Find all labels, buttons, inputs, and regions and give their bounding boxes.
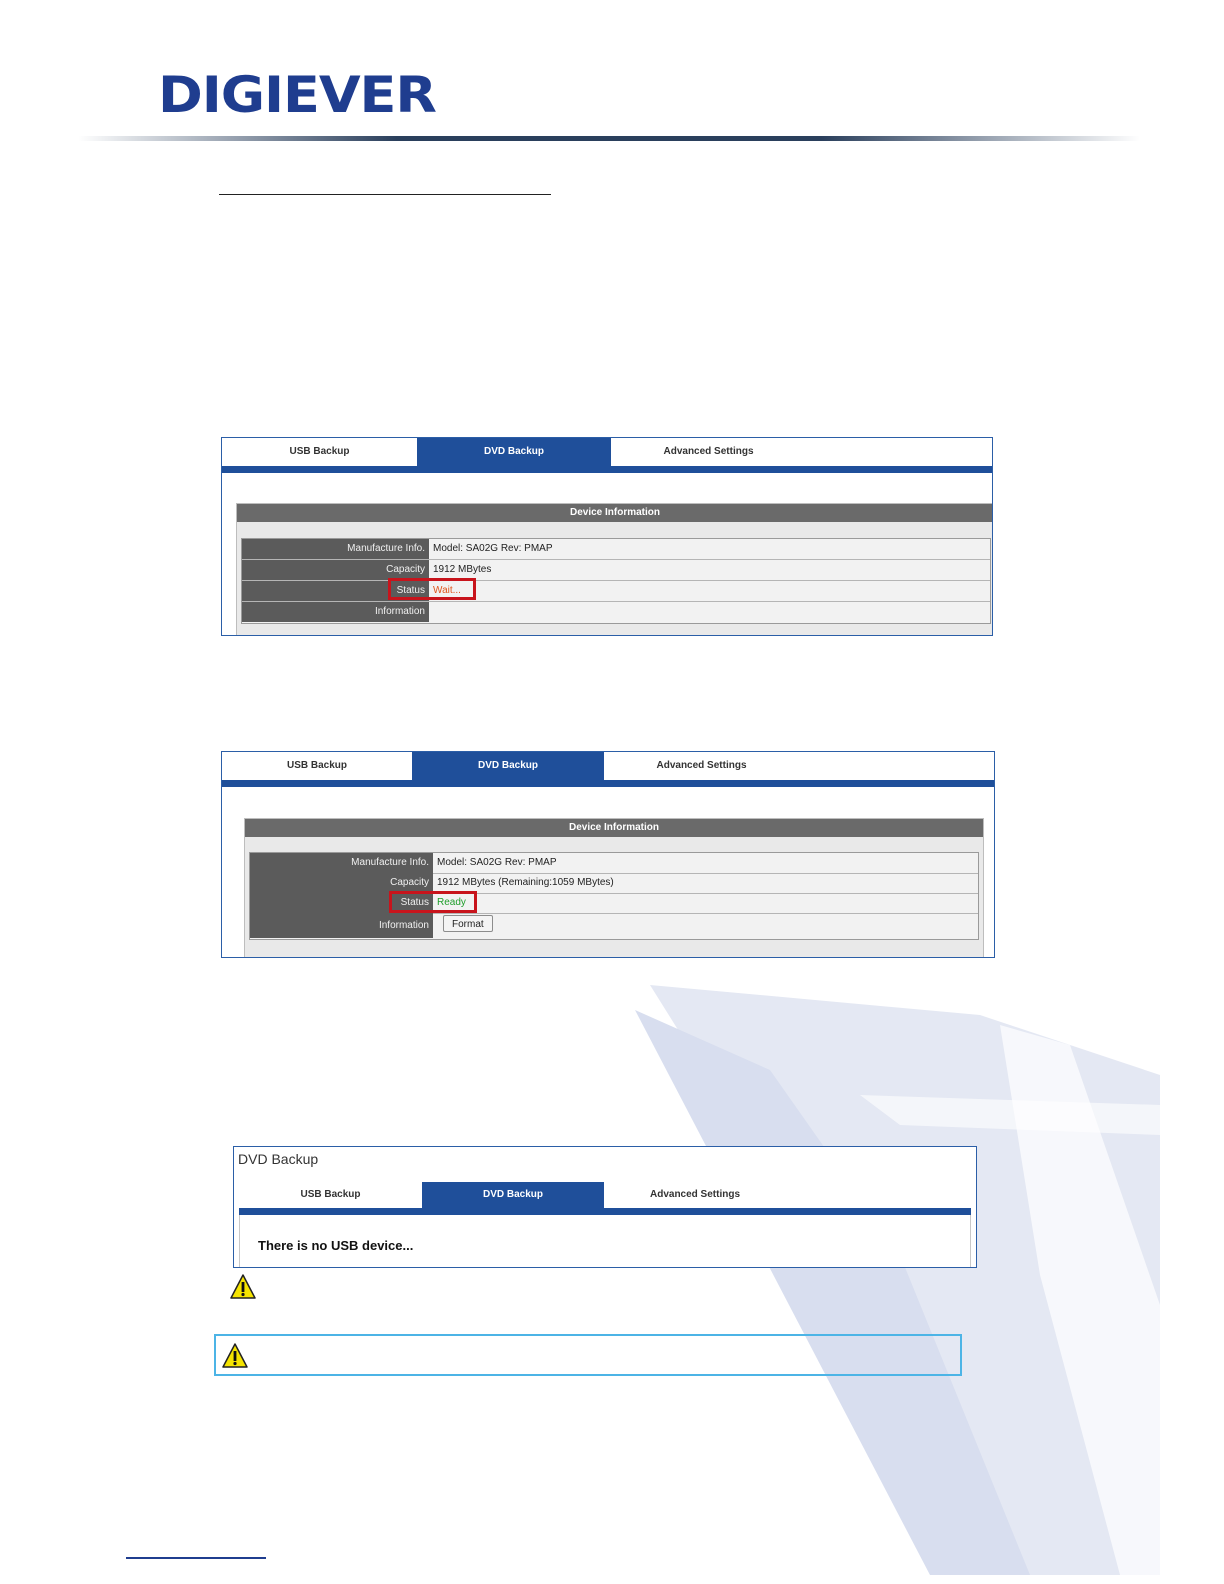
table-row	[250, 873, 978, 894]
table-row	[242, 581, 990, 602]
footer-link-underline	[126, 1557, 266, 1559]
device-info-table	[249, 852, 979, 940]
screenshot-dvd-backup-wait	[221, 437, 993, 636]
table-row	[250, 913, 978, 938]
row-label: Manufacture Info.	[250, 853, 433, 873]
device-information-header: Device Information	[237, 504, 993, 522]
tab-usb-backup[interactable]: USB Backup	[239, 1182, 422, 1208]
warning-icon	[229, 1273, 257, 1301]
row-label: Information	[250, 913, 433, 938]
row-value: 1912 MBytes	[433, 564, 492, 575]
warning-icon	[221, 1342, 249, 1370]
format-button[interactable]: Format	[443, 915, 493, 932]
device-information-box	[244, 818, 984, 958]
table-row	[250, 893, 978, 914]
screenshot-no-usb-device	[233, 1146, 977, 1268]
status-value: Wait...	[433, 585, 461, 596]
status-highlight-box	[388, 578, 476, 600]
panel-title: DVD Backup	[238, 1151, 319, 1167]
row-label: Capacity	[242, 560, 429, 580]
tab-underline	[222, 780, 994, 787]
tab-underline	[239, 1208, 971, 1215]
device-information-box	[236, 503, 993, 636]
tab-underline	[222, 466, 992, 473]
table-row	[242, 602, 990, 622]
device-information-header: Device Information	[245, 819, 983, 837]
header-rule	[78, 136, 1140, 141]
row-label: Capacity	[250, 873, 433, 893]
screenshot-dvd-backup-ready	[221, 751, 995, 958]
row-value: Model: SA02G Rev: PMAP	[433, 543, 553, 554]
table-row	[250, 853, 978, 874]
status-value: Ready	[437, 897, 466, 908]
background-decoration	[600, 975, 1160, 1575]
no-device-message: There is no USB device...	[258, 1238, 414, 1253]
table-row	[242, 539, 990, 560]
tab-dvd-backup[interactable]: DVD Backup	[417, 438, 611, 466]
tab-dvd-backup[interactable]: DVD Backup	[412, 752, 604, 780]
row-label: Information	[242, 602, 429, 622]
tab-advanced-settings[interactable]: Advanced Settings	[604, 1182, 786, 1208]
row-label: Manufacture Info.	[242, 539, 429, 559]
tab-advanced-settings[interactable]: Advanced Settings	[604, 752, 799, 780]
row-value: Model: SA02G Rev: PMAP	[437, 857, 557, 868]
section-heading-underline	[219, 194, 551, 195]
note-box	[214, 1334, 962, 1376]
row-label: Status	[250, 893, 433, 913]
row-value	[437, 913, 978, 938]
tab-usb-backup[interactable]: USB Backup	[222, 752, 412, 780]
status-highlight-box	[389, 891, 477, 913]
tab-dvd-backup[interactable]: DVD Backup	[422, 1182, 604, 1208]
brand-logo: DIGIEVER	[158, 66, 436, 124]
tab-advanced-settings[interactable]: Advanced Settings	[611, 438, 806, 466]
table-row	[242, 560, 990, 581]
row-label: Status	[242, 581, 429, 601]
row-value	[433, 602, 990, 622]
row-value: 1912 MBytes (Remaining:1059 MBytes)	[437, 877, 614, 888]
tab-usb-backup[interactable]: USB Backup	[222, 438, 417, 466]
device-info-table	[241, 538, 991, 624]
